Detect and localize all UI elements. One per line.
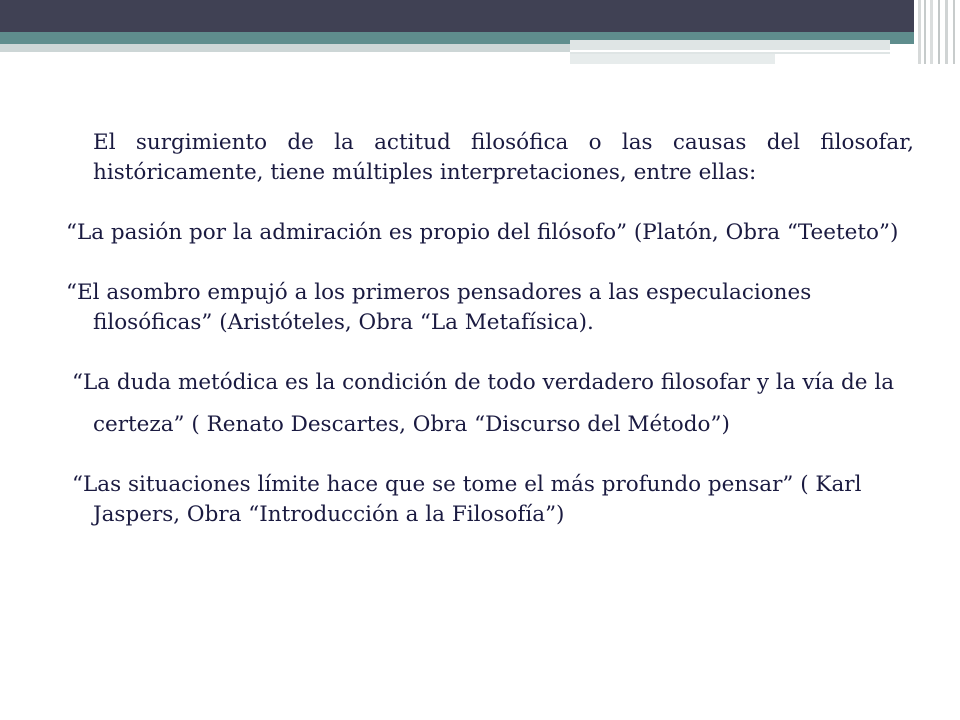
quote-aristoteles: “El asombro empujó a los primeros pensadores a las especulaciones filosóficas” (Aristóteles, Obra “La Metafísica).	[66, 280, 812, 335]
header-vertical-lines	[914, 0, 960, 64]
header-divider-line	[570, 50, 890, 52]
quote-jaspers: “Las situaciones límite hace que se tome el más profundo pensar” ( Karl Jaspers, Obra “Introducción a la Filosofía”)	[72, 472, 862, 527]
quote-platon: “La pasión por la admiración es propio del filósofo” (Platón, Obra “Teeteto”)	[66, 220, 899, 245]
header-band-dark	[0, 0, 960, 32]
slide-body	[66, 128, 914, 560]
intro-paragraph: El surgimiento de la actitud filosófica o las causas del filosofar, históricamente, tiene múltiples interpretaciones, entre ellas:	[93, 130, 914, 185]
header-band-light-short	[570, 54, 775, 64]
quote-descartes-continuation: certeza” ( Renato Descartes, Obra “Discurso del Método”)	[93, 412, 730, 437]
header-band-light	[0, 44, 570, 52]
quote-descartes: “La duda metódica es la condición de todo verdadero filosofar y la vía de la	[72, 370, 895, 395]
